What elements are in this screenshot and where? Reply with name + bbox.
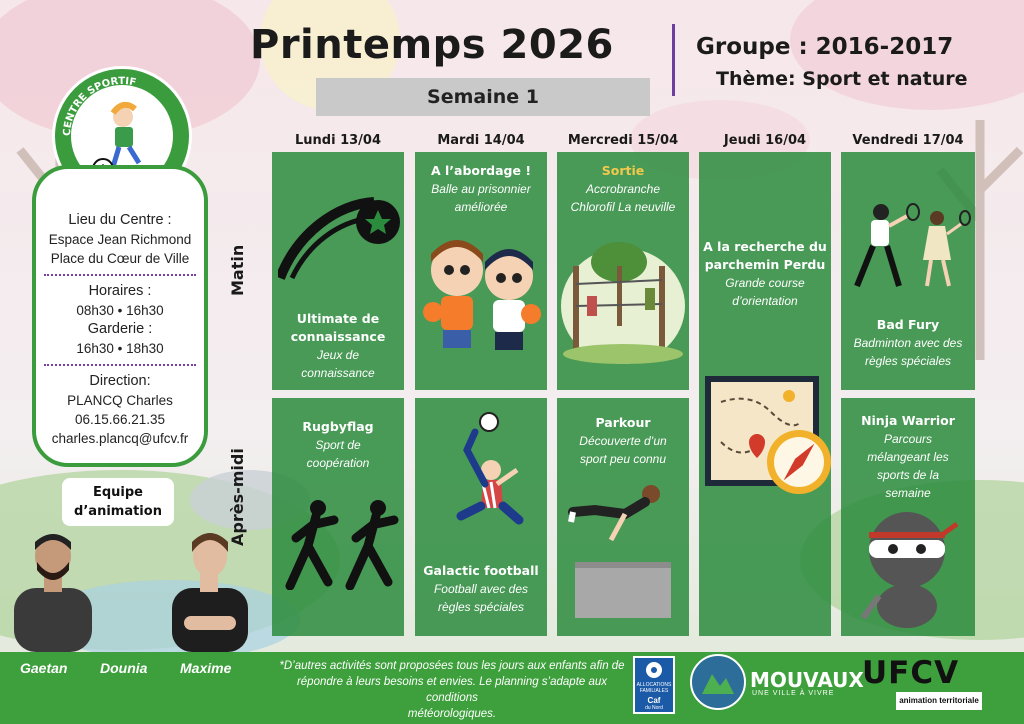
activity-description: Accrobranche [585,182,661,196]
activity-description: Sport de [315,438,361,452]
activity-description: Balle au prisonnier [431,182,531,196]
hours-label: Horaires : [88,283,152,299]
activity-cell-mercredi-matin [557,152,689,390]
activity-cell-mardi-matin [415,152,547,390]
activity-title: parchemin Perdu [704,257,826,272]
team-member-name: Dounia [100,660,148,676]
activity-title: A la recherche du [703,239,827,254]
team-member-name: Maxime [180,660,232,676]
daycare-label: Garderie : [87,321,153,337]
activity-title: Ultimate de [296,311,380,326]
mouvaux-slogan: UNE VILLE À VIVRE [752,690,835,697]
football-player-icon [431,410,531,538]
activity-description: Chlorofil La neuville [570,200,676,214]
day-header-vendredi: Vendredi 17/04 [852,133,964,148]
frisbee-icon [278,192,402,282]
mouvaux-logo-text: MOUVAUX [750,668,864,692]
day-header-mardi: Mardi 14/04 [437,133,525,148]
page-title: Printemps 2026 [250,22,614,68]
team-member-name: Gaetan [20,660,68,676]
activity-title: Bad Fury [876,317,940,332]
activity-description: Grande course [725,276,805,290]
activity-cell-jeudi-journee [699,152,831,636]
center-info-card [32,165,208,467]
activity-description: coopération [306,456,370,470]
location-label: Lieu du Centre : [68,212,172,228]
activity-description: semaine [885,486,931,500]
activity-title: Galactic football [423,563,539,578]
header-divider [672,24,675,96]
activity-description: Badminton avec des [853,336,963,350]
activity-cell-lundi-matin [272,152,404,390]
activity-title: Parkour [595,415,651,430]
hours-value: 08h30 • 16h30 [76,303,164,318]
activity-description: sport peu connu [579,452,667,466]
activity-description: mélangeant les [867,450,949,464]
activity-title: A l’abordage ! [430,163,532,178]
tree-climbing-icon [559,236,687,366]
ufcv-subtitle: animation territoriale [896,692,982,710]
activity-title: Rugbyflag [302,419,374,434]
activity-description: sports de la [876,468,940,482]
activity-cell-vendredi-matin [841,152,975,390]
activity-cell-mardi-aprem [415,398,547,636]
activity-cell-lundi-aprem [272,398,404,636]
footer-note: *D’autres activités sont proposées tous les jours aux enfants afin de répondre à leurs besoins et envies. Le planning s’adapte aux conditions météorologiques. [279,660,625,720]
direction-label: Direction: [89,373,151,389]
day-header-jeudi: Jeudi 16/04 [723,133,807,148]
day-header-mercredi: Mercredi 15/04 [567,133,679,148]
caf-emblem-icon [643,661,665,679]
ninja-icon [855,510,959,628]
activity-description: règles spéciales [864,354,952,368]
logo-ring-text: CENTRE SPORTIF [61,75,138,137]
activity-description: connaissance [301,366,375,380]
director-email[interactable]: charles.plancq@ufcv.fr [51,431,189,446]
period-label-matin: Matin [228,244,247,296]
week-label: Semaine 1 [316,78,650,116]
rugby-runners-icon [276,498,402,590]
parkour-icon [565,480,683,620]
team-label: Equipe d’animation [62,478,174,526]
period-label-apres-midi: Après-midi [228,448,247,546]
team-photo-maxime [168,528,252,652]
director-phone: 06.15.66.21.35 [74,412,166,427]
kids-dodgeball-icon [419,232,545,360]
caf-logo: ALLOCATIONS FAMILIALES Caf du Nord [633,656,675,714]
dotted-divider [44,364,196,366]
mouvaux-logo-icon [690,654,746,710]
activity-title: Ninja Warrior [861,413,955,428]
activity-title: connaissance [290,329,386,344]
day-header-lundi: Lundi 13/04 [294,133,381,148]
outing-tag: Sortie [601,163,645,178]
badminton-players-icon [843,202,971,292]
activity-description: règles spéciales [437,600,525,614]
activity-description: améliorée [454,200,508,214]
activity-description: d’orientation [732,294,798,308]
dotted-divider [44,274,196,276]
daycare-value: 16h30 • 18h30 [76,341,164,356]
location-line: Place du Cœur de Ville [50,251,190,266]
director-name: PLANCQ Charles [67,393,173,408]
group-label: Groupe : 2016-2017 [696,34,954,60]
map-compass-icon [701,372,831,500]
activity-cell-mercredi-aprem [557,398,689,636]
ufcv-logo: UFCV [862,655,960,691]
theme-label: Thème: Sport et nature [716,68,968,90]
activity-cell-vendredi-aprem [841,398,975,636]
team-photo-gaetan [10,528,96,652]
activity-description: Jeux de [316,348,360,362]
activity-description: Découverte d’un [579,434,667,448]
activity-description: Football avec des [433,582,529,596]
activity-description: Parcours [883,432,933,446]
location-line: Espace Jean Richmond [48,232,192,247]
